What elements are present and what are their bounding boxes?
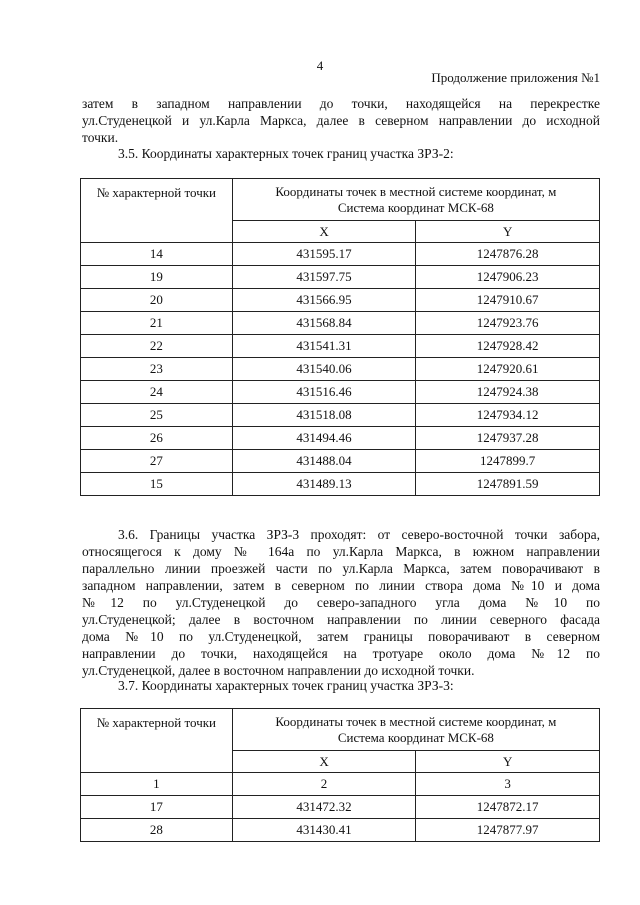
x-value: 431430.41 bbox=[232, 819, 416, 842]
coords-system-header bbox=[232, 179, 599, 221]
column-index: 2 bbox=[232, 773, 416, 796]
table-row bbox=[81, 404, 600, 427]
table-row bbox=[81, 312, 600, 335]
x-value: 431472.32 bbox=[232, 796, 416, 819]
section-3-6-line: ул.Студенецкой, далее в восточном направлении до исходной точки. bbox=[82, 663, 475, 678]
point-number: 26 bbox=[81, 427, 233, 450]
coords-system-header bbox=[232, 709, 599, 751]
y-value: 1247876.28 bbox=[416, 243, 600, 266]
point-number: 23 bbox=[81, 358, 233, 381]
y-value: 1247934.12 bbox=[416, 404, 600, 427]
x-header: X bbox=[232, 221, 416, 243]
coordinates-table-zrz2 bbox=[80, 178, 600, 496]
section-3-6-line: относящегося к дому № 164а по ул.Карла Маркса, в южном направлении bbox=[82, 544, 600, 559]
x-value: 431541.31 bbox=[232, 335, 416, 358]
column-index: 1 bbox=[81, 773, 233, 796]
point-number: 17 bbox=[81, 796, 233, 819]
intro-line: затем в западном направлении до точки, находящейся на перекрестке bbox=[82, 96, 600, 111]
section-3-6-paragraph bbox=[82, 526, 600, 679]
coords-header-line: Система координат МСК-68 bbox=[337, 199, 494, 215]
coords-header-line: Координаты точек в местной системе координат, м bbox=[275, 713, 557, 729]
y-value: 1247906.23 bbox=[416, 266, 600, 289]
point-number-header: № характерной точки bbox=[81, 179, 233, 243]
x-value: 431518.08 bbox=[232, 404, 416, 427]
point-number-header: № характерной точки bbox=[81, 709, 233, 773]
y-value: 1247937.28 bbox=[416, 427, 600, 450]
x-value: 431597.75 bbox=[232, 266, 416, 289]
column-index: 3 bbox=[416, 773, 600, 796]
table-row bbox=[81, 819, 600, 842]
y-header: Y bbox=[416, 751, 600, 773]
y-value: 1247899.7 bbox=[416, 450, 600, 473]
point-number: 22 bbox=[81, 335, 233, 358]
y-value: 1247877.97 bbox=[416, 819, 600, 842]
coordinates-table-zrz3 bbox=[80, 708, 600, 842]
table-row bbox=[81, 266, 600, 289]
x-value: 431540.06 bbox=[232, 358, 416, 381]
intro-paragraph bbox=[82, 95, 600, 146]
point-number: 19 bbox=[81, 266, 233, 289]
section-3-6-line: №12 по ул.Студенецкой до северо-западного угла дома №10 по bbox=[82, 595, 600, 610]
x-value: 431516.46 bbox=[232, 381, 416, 404]
point-number: 25 bbox=[81, 404, 233, 427]
x-value: 431566.95 bbox=[232, 289, 416, 312]
point-number: 15 bbox=[81, 473, 233, 496]
point-number: 20 bbox=[81, 289, 233, 312]
coords-header-line: Координаты точек в местной системе координат, м bbox=[275, 183, 557, 199]
table-row bbox=[81, 796, 600, 819]
table-row bbox=[81, 358, 600, 381]
table-index-row bbox=[81, 773, 600, 796]
table-row bbox=[81, 335, 600, 358]
coords-header-line: Система координат МСК-68 bbox=[337, 729, 494, 745]
section-3-6-line: западном направлении, затем в северном по линии створа дома №10 и дома bbox=[82, 578, 600, 593]
point-number: 24 bbox=[81, 381, 233, 404]
point-number: 21 bbox=[81, 312, 233, 335]
point-number: 28 bbox=[81, 819, 233, 842]
y-value: 1247928.42 bbox=[416, 335, 600, 358]
section-3-5-heading: 3.5. Координаты характерных точек границ участка ЗРЗ-2: bbox=[118, 146, 454, 161]
y-value: 1247920.61 bbox=[416, 358, 600, 381]
page-number: 4 bbox=[316, 58, 324, 73]
y-header: Y bbox=[416, 221, 600, 243]
section-3-6-line: направлении до точки, находящейся на тротуаре около дома №12 по bbox=[82, 646, 600, 661]
intro-line: ул.Студенецкой и ул.Карла Маркса, далее в северном направлении до исходной bbox=[82, 113, 600, 128]
y-value: 1247872.17 bbox=[416, 796, 600, 819]
table-row bbox=[81, 381, 600, 404]
point-number: 27 bbox=[81, 450, 233, 473]
section-3-6-line: 3.6. Границы участка ЗРЗ-3 проходят: от северо-восточной точки забора, bbox=[118, 527, 600, 542]
y-value: 1247924.38 bbox=[416, 381, 600, 404]
section-3-7-heading: 3.7. Координаты характерных точек границ участка ЗРЗ-3: bbox=[118, 678, 454, 693]
table-row bbox=[81, 243, 600, 266]
section-3-6-line: дома №10 по ул.Студенецкой, затем границы поворачивают в северном bbox=[82, 629, 600, 644]
x-value: 431489.13 bbox=[232, 473, 416, 496]
x-header: X bbox=[232, 751, 416, 773]
x-value: 431494.46 bbox=[232, 427, 416, 450]
table-row bbox=[81, 450, 600, 473]
y-value: 1247923.76 bbox=[416, 312, 600, 335]
x-value: 431488.04 bbox=[232, 450, 416, 473]
y-value: 1247910.67 bbox=[416, 289, 600, 312]
table-row bbox=[81, 473, 600, 496]
section-3-6-line: параллельно линии проезжей части по ул.Карла Маркса, затем поворачивают в bbox=[82, 561, 600, 576]
x-value: 431568.84 bbox=[232, 312, 416, 335]
table-row bbox=[81, 289, 600, 312]
table-row bbox=[81, 427, 600, 450]
section-3-6-line: ул.Студенецкой; далее в восточном направлении по линии северного фасада bbox=[82, 612, 600, 627]
x-value: 431595.17 bbox=[232, 243, 416, 266]
point-number: 14 bbox=[81, 243, 233, 266]
appendix-note: Продолжение приложения №1 bbox=[431, 70, 600, 85]
intro-line: точки. bbox=[82, 130, 119, 145]
y-value: 1247891.59 bbox=[416, 473, 600, 496]
